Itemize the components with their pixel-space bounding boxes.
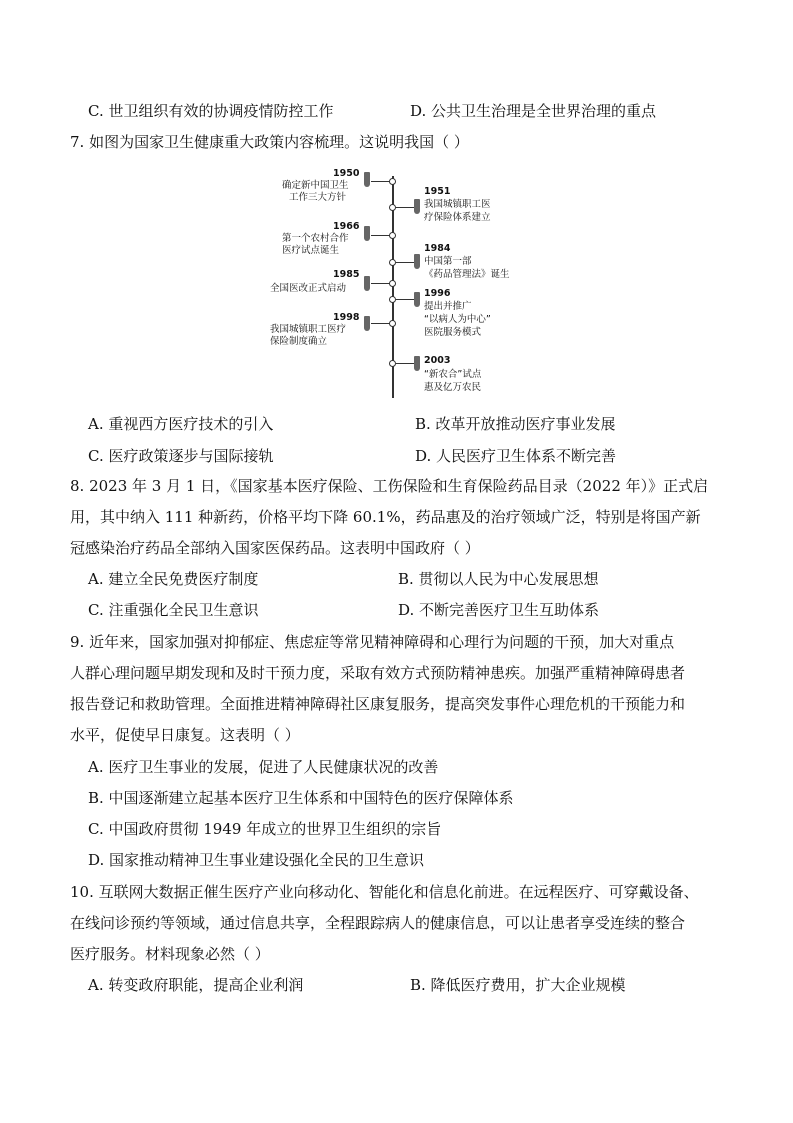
timeline-text: 第一个农村合作 bbox=[282, 233, 349, 244]
q10-option-a: A. 转变政府职能，提高企业利润 bbox=[88, 976, 304, 994]
q7-option-a: A. 重视西方医疗技术的引入 bbox=[88, 415, 274, 433]
q9-stem-line-3: 报告登记和救助管理。全面推进精神障碍社区康复服务，提高突发事件心理危机的干预能力和 bbox=[70, 695, 686, 713]
timeline-connector bbox=[396, 262, 414, 263]
timeline-marker bbox=[414, 356, 420, 371]
q8-stem-line-2: 用，其中纳入 111 种新药，价格平均下降 60.1%，药品惠及的治疗领域广泛，特别是将国产新 bbox=[70, 508, 701, 526]
timeline-node bbox=[389, 178, 396, 185]
timeline-node bbox=[389, 360, 396, 367]
timeline-node bbox=[389, 204, 396, 211]
q7-option-b: B. 改革开放推动医疗事业发展 bbox=[415, 415, 616, 433]
q8-option-b: B. 贯彻以人民为中心发展思想 bbox=[398, 570, 599, 588]
q8-stem-line-1: 8. 2023 年 3 月 1 日，《国家基本医疗保险、工伤保险和生育保险药品目录（2022 年）》正式启 bbox=[70, 477, 709, 495]
q10-stem-line-3: 医疗服务。材料现象必然（ ） bbox=[70, 945, 270, 963]
timeline-connector bbox=[396, 299, 414, 300]
q10-option-b: B. 降低医疗费用，扩大企业规模 bbox=[410, 976, 626, 994]
timeline-year: 2003 bbox=[424, 355, 451, 366]
timeline-text: 疗保险体系建立 bbox=[424, 212, 491, 223]
timeline-marker bbox=[364, 172, 370, 187]
timeline-year: 1984 bbox=[424, 243, 451, 254]
timeline-marker bbox=[364, 316, 370, 331]
timeline-text: 中国第一部 bbox=[424, 256, 472, 267]
timeline-text: 工作三大方针 bbox=[289, 192, 347, 203]
timeline-connector bbox=[396, 207, 414, 208]
timeline-marker bbox=[414, 199, 420, 214]
timeline-connector bbox=[371, 283, 390, 284]
q9-option-c: C. 中国政府贯彻 1949 年成立的世界卫生组织的宗旨 bbox=[88, 820, 442, 838]
q6-option-c: C. 世卫组织有效的协调疫情防控工作 bbox=[88, 102, 334, 120]
timeline-node bbox=[389, 320, 396, 327]
timeline-marker bbox=[414, 254, 420, 269]
q10-stem-line-1: 10. 互联网大数据正催生医疗产业向移动化、智能化和信息化前进。在远程医疗、可穿戴设备、 bbox=[70, 883, 699, 901]
timeline-text: 医疗试点诞生 bbox=[282, 245, 340, 256]
timeline-marker bbox=[414, 292, 420, 307]
timeline-text: 我国城镇职工医 bbox=[424, 199, 491, 210]
timeline-node bbox=[389, 259, 396, 266]
timeline-year: 1966 bbox=[333, 221, 360, 232]
timeline-connector bbox=[396, 363, 414, 364]
timeline-text: “新农合”试点 bbox=[424, 369, 482, 380]
timeline-node bbox=[389, 280, 396, 287]
q8-option-d: D. 不断完善医疗卫生互助体系 bbox=[398, 601, 600, 619]
timeline-text: 《药品管理法》诞生 bbox=[424, 269, 510, 280]
q10-stem-line-2: 在线问诊预约等领域，通过信息共享，全程跟踪病人的健康信息，可以让患者享受连续的整合 bbox=[70, 914, 686, 932]
q9-option-b: B. 中国逐渐建立起基本医疗卫生体系和中国特色的医疗保障体系 bbox=[88, 789, 514, 807]
q9-stem-line-1: 9. 近年来，国家加强对抑郁症、焦虑症等常见精神障碍和心理行为问题的干预，加大对重点 bbox=[70, 633, 675, 651]
timeline-text: “以病人为中心” bbox=[424, 314, 491, 325]
timeline-marker bbox=[364, 226, 370, 241]
timeline-year: 1985 bbox=[333, 269, 360, 280]
timeline-text: 提出并推广 bbox=[424, 301, 472, 312]
timeline-text: 确定新中国卫生 bbox=[282, 180, 349, 191]
q9-option-d: D. 国家推动精神卫生事业建设强化全民的卫生意识 bbox=[88, 851, 425, 869]
q9-stem-line-4: 水平，促使早日康复。这表明（ ） bbox=[70, 726, 300, 744]
timeline-text: 医院服务模式 bbox=[424, 327, 482, 338]
q6-option-d: D. 公共卫生治理是全世界治理的重点 bbox=[410, 102, 657, 120]
q7-stem: 7. 如图为国家卫生健康重大政策内容梳理。这说明我国（ ） bbox=[70, 133, 469, 151]
timeline-connector bbox=[371, 235, 390, 236]
timeline-connector bbox=[371, 323, 390, 324]
timeline-year: 1950 bbox=[333, 168, 360, 179]
timeline-marker bbox=[364, 276, 370, 291]
q9-option-a: A. 医疗卫生事业的发展，促进了人民健康状况的改善 bbox=[88, 758, 439, 776]
timeline-text: 全国医改正式启动 bbox=[270, 283, 347, 294]
policy-timeline-figure bbox=[260, 166, 540, 398]
timeline-node bbox=[389, 296, 396, 303]
q7-option-d: D. 人民医疗卫生体系不断完善 bbox=[415, 447, 617, 465]
q8-stem-line-3: 冠感染治疗药品全部纳入国家医保药品。这表明中国政府（ ） bbox=[70, 539, 480, 557]
timeline-text: 保险制度确立 bbox=[270, 336, 328, 347]
timeline-text: 我国城镇职工医疗 bbox=[270, 324, 347, 335]
timeline-year: 1951 bbox=[424, 186, 451, 197]
q8-option-a: A. 建立全民免费医疗制度 bbox=[88, 570, 259, 588]
q9-stem-line-2: 人群心理问题早期发现和及时干预力度，采取有效方式预防精神患疾。加强严重精神障碍患者 bbox=[70, 664, 686, 682]
timeline-year: 1998 bbox=[333, 312, 360, 323]
q7-option-c: C. 医疗政策逐步与国际接轨 bbox=[88, 447, 274, 465]
timeline-node bbox=[389, 232, 396, 239]
q8-option-c: C. 注重强化全民卫生意识 bbox=[88, 601, 259, 619]
timeline-text: 惠及亿万农民 bbox=[424, 382, 482, 393]
timeline-connector bbox=[371, 181, 390, 182]
timeline-year: 1996 bbox=[424, 288, 451, 299]
